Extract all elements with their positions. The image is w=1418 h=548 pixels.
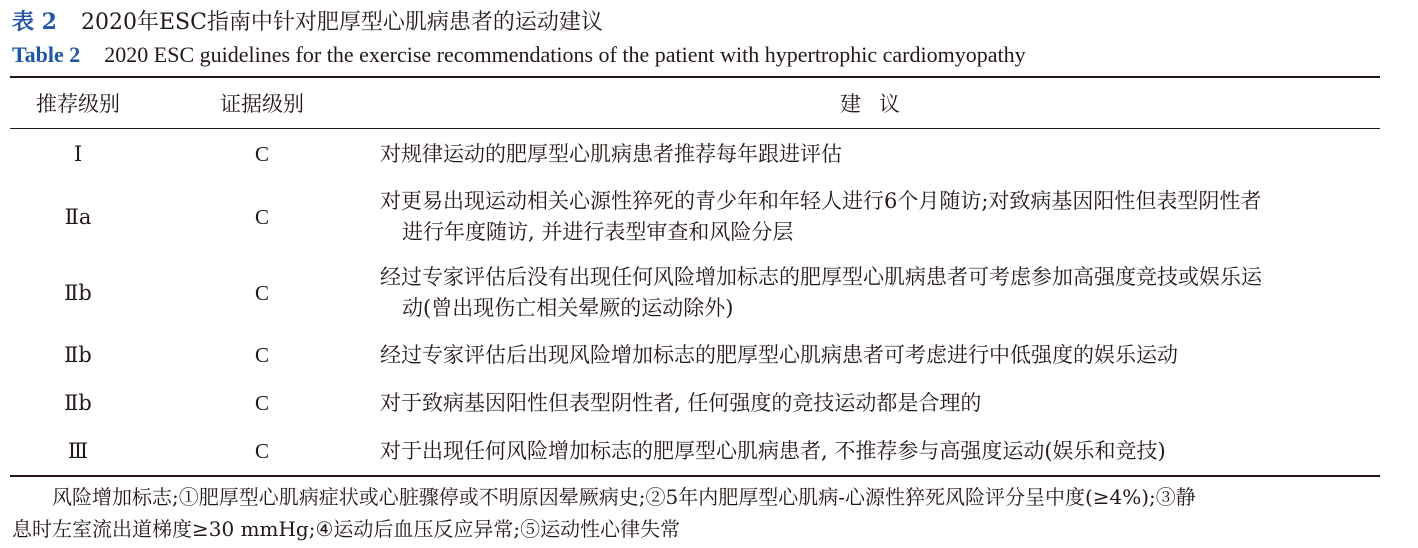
caption-en-title: 2020 ESC guidelines for the exercise recommendations of the patient with hypertrophic cardiomyopathy xyxy=(104,42,1026,67)
row-recommendation xyxy=(378,388,1380,419)
row-evidence: C xyxy=(254,342,269,367)
recommendation-table xyxy=(10,76,1380,477)
table-row xyxy=(10,179,1380,255)
row-evidence: C xyxy=(254,141,269,166)
footnote-line: 风险增加标志;①肥厚型心肌病症状或心脏骤停或不明原因晕厥病史;②5年内肥厚型心肌病-心源性猝死风险评分呈中度(≥4%);③静 xyxy=(52,485,1196,509)
row-grade: Ⅱb xyxy=(64,280,92,305)
recommendation-line: 动(曾出现伤亡相关晕厥的运动除外) xyxy=(402,296,734,320)
row-evidence: C xyxy=(254,204,269,229)
table-row xyxy=(10,427,1380,475)
row-recommendation xyxy=(378,436,1380,467)
row-evidence: C xyxy=(254,280,269,305)
recommendation-line: 经过专家评估后没有出现任何风险增加标志的肥厚型心肌病患者可考虑参加高强度竞技或娱乐运 xyxy=(380,265,1262,289)
recommendation-line: 进行年度随访, 并进行表型审查和风险分层 xyxy=(402,220,794,244)
recommendation-line: 对规律运动的肥厚型心肌病患者推荐每年跟进评估 xyxy=(380,141,842,166)
header-evidence: 证据级别 xyxy=(220,92,304,116)
caption-english xyxy=(12,39,1406,72)
row-grade: Ⅰ xyxy=(73,141,83,166)
table-row xyxy=(10,379,1380,427)
header-grade: 推荐级别 xyxy=(36,92,120,116)
caption-zh-label: 表 2 xyxy=(12,9,57,35)
table-footnote xyxy=(12,481,1402,545)
table-row xyxy=(10,129,1380,179)
row-recommendation xyxy=(378,186,1380,248)
row-grade: Ⅱa xyxy=(64,204,92,229)
row-recommendation xyxy=(378,139,1380,170)
caption-chinese xyxy=(12,6,1406,39)
header-recommendation: 建议 xyxy=(840,92,918,116)
caption-en-label: Table 2 xyxy=(12,42,81,67)
row-recommendation xyxy=(378,340,1380,371)
recommendation-line: 对于出现任何风险增加标志的肥厚型心肌病患者, 不推荐参与高强度运动(娱乐和竞技) xyxy=(380,438,1166,463)
caption-zh-title: 2020年ESC指南中针对肥厚型心肌病患者的运动建议 xyxy=(80,10,603,35)
footnote-line: 息时左室流出道梯度≥30 mmHg;④运动后血压反应异常;⑤运动性心律失常 xyxy=(12,517,681,541)
table-header-row xyxy=(10,78,1380,128)
row-grade: Ⅱb xyxy=(64,390,92,415)
row-evidence: C xyxy=(254,390,269,415)
table-caption xyxy=(12,6,1406,72)
recommendation-line: 对更易出现运动相关心源性猝死的青少年和年轻人进行6个月随访;对致病基因阳性但表型阴性者 xyxy=(380,189,1262,213)
row-grade: Ⅱb xyxy=(64,342,92,367)
recommendation-line: 对于致病基因阳性但表型阴性者, 任何强度的竞技运动都是合理的 xyxy=(380,390,982,415)
table-row xyxy=(10,255,1380,331)
recommendation-line: 经过专家评估后出现风险增加标志的肥厚型心肌病患者可考虑进行中低强度的娱乐运动 xyxy=(380,342,1178,367)
table-bottom-rule xyxy=(10,475,1380,477)
table-row xyxy=(10,331,1380,379)
row-grade: Ⅲ xyxy=(67,438,89,463)
row-evidence: C xyxy=(254,438,269,463)
row-recommendation xyxy=(378,262,1380,324)
